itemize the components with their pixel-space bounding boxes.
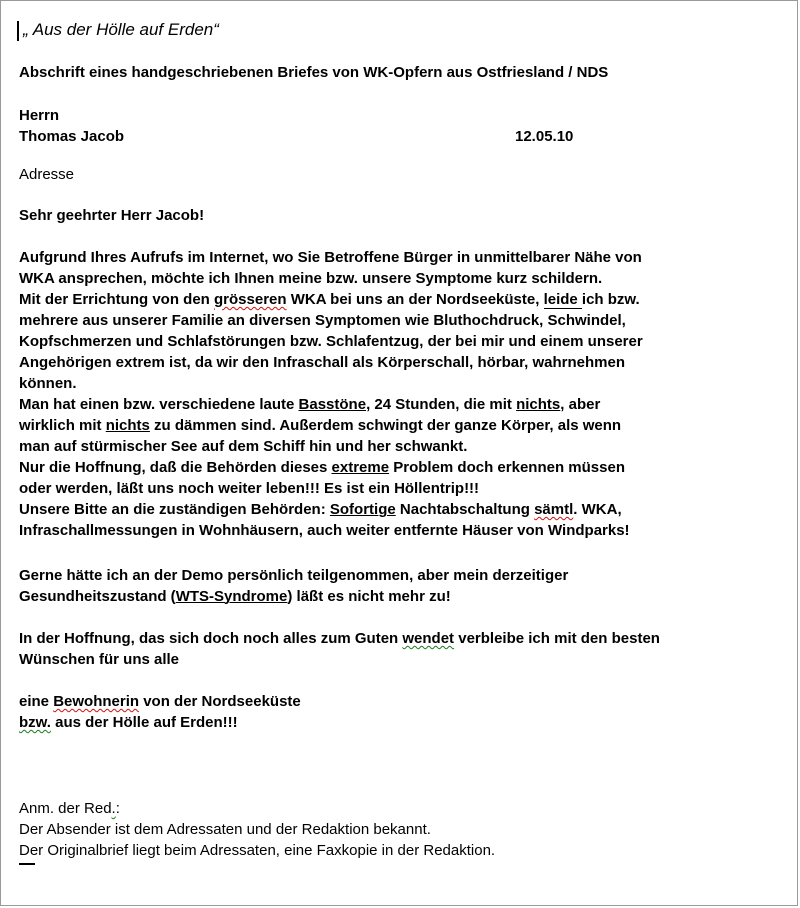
text-cursor <box>17 21 19 41</box>
paragraph-line: Gerne hätte ich an der Demo persönlich teilgenommen, aber mein derzeitiger <box>19 567 569 584</box>
paragraph-line: Nur die Hoffnung, daß die Behörden dieses extreme Problem doch erkennen müssen <box>19 459 625 476</box>
underlined-word: Basstöne <box>298 396 367 413</box>
grammar-check-word: wendet <box>402 630 455 647</box>
document-title: „ Aus der Hölle auf Erden“ <box>23 20 219 39</box>
document-subtitle: Abschrift eines handgeschriebenen Briefes von WK-Opfern aus Ostfriesland / NDS <box>19 64 609 81</box>
paragraph-3 <box>19 628 789 670</box>
paragraph-line: Man hat einen bzw. verschiedene laute Basstöne, 24 Stunden, die mit nichts, aber <box>19 396 601 413</box>
paragraph-1 <box>19 247 789 541</box>
underlined-word: Sofortige <box>329 501 396 518</box>
paragraph-line: WKA ansprechen, möchte ich Ihnen meine bzw. unsere Symptome kurz schildern. <box>19 270 603 287</box>
address-line-1: Herrn <box>19 107 60 124</box>
spellcheck-word: sämtl <box>534 501 574 518</box>
note-line: Der Absender ist dem Adressaten und der Redaktion bekannt. <box>19 821 431 838</box>
paragraph-line: Infraschallmessungen in Wohnhäusern, auch weiter entfernte Häuser von Windparks! <box>19 522 630 539</box>
paragraph-line: Unsere Bitte an die zuständigen Behörden: Sofortige Nachtabschaltung sämtl. WKA, <box>19 501 622 518</box>
paragraph-line: man auf stürmischer See auf dem Schiff hin und her schwankt. <box>19 438 468 455</box>
underlined-word: extreme <box>331 459 390 476</box>
paragraph-line: Angehörigen extrem ist, da wir den Infraschall als Körperschall, hörbar, wahrnehmen <box>19 354 625 371</box>
note-line: Der Originalbrief liegt beim Adressaten, eine Faxkopie in der Redaktion. <box>19 842 496 859</box>
spellcheck-word: Bewohnerin <box>53 693 140 710</box>
paragraph-line: mehrere aus unserer Familie an diversen Symptomen wie Bluthochdruck, Schwindel, <box>19 312 626 329</box>
paragraph-line: Aufgrund Ihres Aufrufs im Internet, wo Sie Betroffene Bürger in unmittelbarer Nähe von <box>19 249 642 266</box>
address-line-3: Adresse <box>19 166 75 183</box>
underlined-word: leide <box>543 291 582 308</box>
paragraph-line: Kopfschmerzen und Schlafstörungen bzw. Schlafentzug, der bei mir und einem unserer <box>19 333 643 350</box>
note-line: Anm. der Red.: <box>19 800 120 817</box>
paragraph-line: können. <box>19 375 77 392</box>
underlined-word: WTS-Syndrome <box>175 588 288 605</box>
underlined-word: nichts <box>105 417 150 434</box>
salutation: Sehr geehrter Herr Jacob! <box>19 207 205 224</box>
paragraph-line: eine Bewohnerin von der Nordseeküste <box>19 693 301 710</box>
editorial-note <box>19 798 495 861</box>
letter-closing <box>19 691 789 733</box>
paragraph-line: wirklich mit nichts zu dämmen sind. Außerdem schwingt der ganze Körper, als wenn <box>19 417 622 434</box>
underlined-word: nichts <box>516 396 561 413</box>
paragraph-line: Gesundheitszustand (WTS-Syndrome) läßt es nicht mehr zu! <box>19 588 451 605</box>
paragraph-line: Mit der Errichtung von den grösseren WKA bei uns an der Nordseeküste, leide ich bzw. <box>19 291 640 308</box>
grammar-check-word: bzw. <box>19 714 51 731</box>
spellcheck-word: grösseren <box>214 291 287 308</box>
paragraph-line: bzw. aus der Hölle auf Erden!!! <box>19 714 238 731</box>
letter-date: 12.05.10 <box>515 128 574 145</box>
address-name: Thomas Jacob <box>19 128 125 145</box>
paragraph-line: In der Hoffnung, das sich doch noch alles zum Guten wendet verbleibe ich mit den besten <box>19 630 660 647</box>
paragraph-line: oder werden, läßt uns noch weiter leben!!! Es ist ein Höllentrip!!! <box>19 480 480 497</box>
grammar-check-word: . <box>111 800 116 817</box>
paragraph-2 <box>19 565 789 607</box>
end-mark <box>19 863 35 865</box>
paragraph-line: Wünschen für uns alle <box>19 651 180 668</box>
